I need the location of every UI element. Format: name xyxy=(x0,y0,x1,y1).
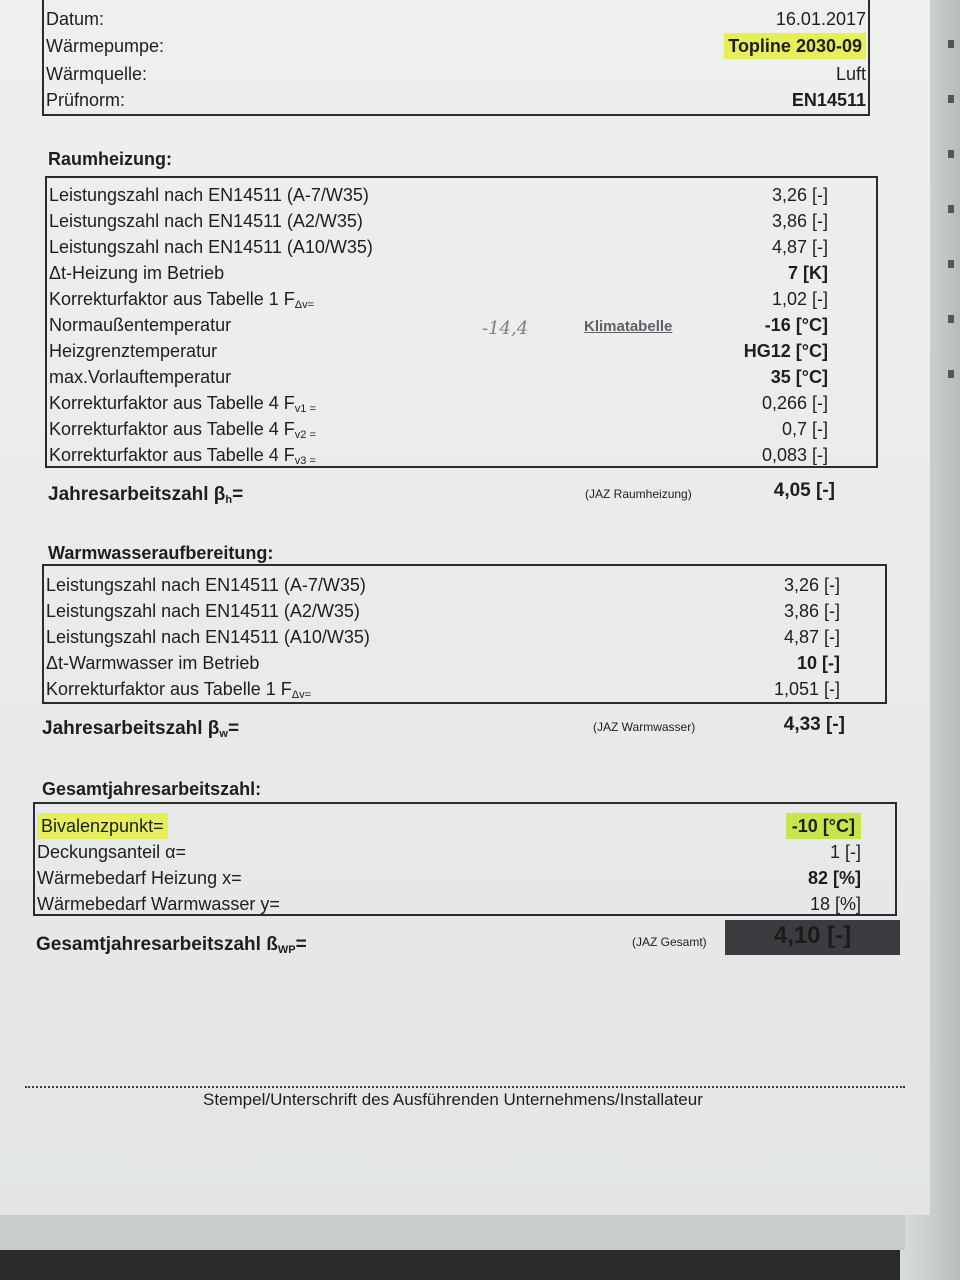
jaz-raumheizung-note: (JAZ Raumheizung) xyxy=(585,487,692,501)
datum-label: Datum: xyxy=(46,9,105,29)
header-box xyxy=(42,0,870,116)
warmwasser-row xyxy=(46,598,840,624)
warmwasser-value: 3,26 [-] xyxy=(783,575,840,595)
gesamt-label: Deckungsanteil α= xyxy=(37,842,186,862)
raumheizung-value: 3,26 [-] xyxy=(771,185,828,205)
gesamt-row xyxy=(37,839,861,865)
jaz-gesamt-note: (JAZ Gesamt) xyxy=(632,935,707,949)
warmwasser-value: 10 [-] xyxy=(796,653,840,673)
raumheizung-value: HG12 [°C] xyxy=(743,341,828,361)
gesamt-row xyxy=(37,865,861,891)
raumheizung-row xyxy=(49,416,828,442)
raumheizung-label: Δt-Heizung im Betrieb xyxy=(49,263,225,283)
gesamt-label: Wärmebedarf Warmwasser y= xyxy=(37,894,280,914)
signature-line xyxy=(25,1086,905,1088)
raumheizung-row xyxy=(49,312,828,338)
warmwasser-heading: Warmwasseraufbereitung: xyxy=(48,543,274,563)
raumheizung-label: Leistungszahl nach EN14511 (A-7/W35) xyxy=(49,185,369,205)
datum-row xyxy=(46,6,866,32)
raumheizung-label: max.Vorlauftemperatur xyxy=(49,367,232,387)
raumheizung-label: Normaußentemperatur xyxy=(49,315,232,335)
raumheizung-heading: Raumheizung: xyxy=(48,149,172,169)
raumheizung-value: 0,7 [-] xyxy=(781,419,828,439)
warmwasser-row xyxy=(46,676,840,702)
warmwasser-label: Leistungszahl nach EN14511 (A-7/W35) xyxy=(46,575,366,595)
raumheizung-row xyxy=(49,286,828,312)
raumheizung-value: 7 [K] xyxy=(788,263,828,283)
gesamt-value: 1 [-] xyxy=(829,842,861,862)
waermepumpe-label: Wärmepumpe: xyxy=(46,36,165,56)
waermequelle-value: Luft xyxy=(835,64,866,84)
jaz-gesamt-value: 4,10 [-] xyxy=(725,920,900,955)
waermequelle-row xyxy=(46,61,866,87)
warmwasser-row xyxy=(46,650,840,676)
raumheizung-label: Korrekturfaktor aus Tabelle 4 $F_{v2 =}$ xyxy=(49,419,316,441)
signature-label: Stempel/Unterschrift des Ausführenden Unternehmens/Installateur xyxy=(203,1090,703,1109)
jaz-warmwasser-value: 4,33 [-] xyxy=(783,714,845,735)
raumheizung-value: 1,02 [-] xyxy=(771,289,828,309)
raumheizung-label: Korrekturfaktor aus Tabelle 1 $F_{\Delta v=}$ xyxy=(49,289,315,311)
warmwasser-row xyxy=(46,572,840,598)
gesamt-value: 18 [%] xyxy=(809,894,861,914)
raumheizung-label: Heizgrenztemperatur xyxy=(49,341,218,361)
raumheizung-value: -16 [°C] xyxy=(764,315,828,335)
gesamt-row xyxy=(37,891,861,917)
gesamt-box xyxy=(33,802,897,916)
gesamt-heading: Gesamtjahresarbeitszahl: xyxy=(42,779,262,799)
jaz-raumheizung-value: 4,05 [-] xyxy=(773,480,835,501)
waermepumpe-value: Topline 2030-09 xyxy=(724,33,866,59)
warmwasser-label: Δt-Warmwasser im Betrieb xyxy=(46,653,260,673)
raumheizung-box xyxy=(45,176,878,468)
warmwasser-label: Leistungszahl nach EN14511 (A10/W35) xyxy=(46,627,370,647)
warmwasser-value: 1,051 [-] xyxy=(773,679,840,699)
gesamt-value: 82 [%] xyxy=(807,868,861,888)
warmwasser-box xyxy=(42,564,887,704)
gesamt-value: -10 [°C] xyxy=(786,813,861,839)
warmwasser-row xyxy=(46,624,840,650)
jaz-gesamt-label: Gesamtjahresarbeitszahl $ß_{WP}=$ xyxy=(36,934,307,956)
raumheizung-row xyxy=(49,234,828,260)
raumheizung-value: 3,86 [-] xyxy=(771,211,828,231)
waermepumpe-row xyxy=(46,33,866,59)
raumheizung-label: Leistungszahl nach EN14511 (A2/W35) xyxy=(49,211,363,231)
gesamt-label: Wärmebedarf Heizung x= xyxy=(37,868,242,888)
pruefnorm-label: Prüfnorm: xyxy=(46,90,126,110)
waermequelle-label: Wärmquelle: xyxy=(46,64,148,84)
raumheizung-value: 4,87 [-] xyxy=(771,237,828,257)
warmwasser-value: 3,86 [-] xyxy=(783,601,840,621)
warmwasser-value: 4,87 [-] xyxy=(783,627,840,647)
raumheizung-row xyxy=(49,182,828,208)
raumheizung-row xyxy=(49,442,828,468)
jaz-raumheizung-label: Jahresarbeitszahl $\beta_h=$ xyxy=(48,484,244,506)
handwritten-note: -14,4 xyxy=(482,318,529,339)
raumheizung-row xyxy=(49,260,828,286)
raumheizung-label: Leistungszahl nach EN14511 (A10/W35) xyxy=(49,237,373,257)
raumheizung-row xyxy=(49,338,828,364)
gesamt-row xyxy=(37,813,861,839)
raumheizung-value: 35 [°C] xyxy=(770,367,828,387)
jaz-warmwasser-note: (JAZ Warmwasser) xyxy=(593,720,696,734)
klimatabelle-label: Klimatabelle xyxy=(584,318,673,335)
datum-value: 16.01.2017 xyxy=(775,9,866,29)
raumheizung-value: 0,083 [-] xyxy=(761,445,828,465)
warmwasser-label: Korrekturfaktor aus Tabelle 1 $F_{\Delta v=}$ xyxy=(46,679,312,701)
raumheizung-label: Korrekturfaktor aus Tabelle 4 $F_{v1 =}$ xyxy=(49,393,316,415)
pruefnorm-value: EN14511 xyxy=(791,90,866,110)
raumheizung-value: 0,266 [-] xyxy=(761,393,828,413)
pruefnorm-row xyxy=(46,87,866,113)
gesamt-label: Bivalenzpunkt= xyxy=(37,813,168,839)
jaz-warmwasser-label: Jahresarbeitszahl $\beta_w=$ xyxy=(42,718,240,740)
raumheizung-row xyxy=(49,364,828,390)
raumheizung-row xyxy=(49,390,828,416)
raumheizung-row xyxy=(49,208,828,234)
warmwasser-label: Leistungszahl nach EN14511 (A2/W35) xyxy=(46,601,360,621)
raumheizung-label: Korrekturfaktor aus Tabelle 4 $F_{v3 =}$ xyxy=(49,445,316,467)
